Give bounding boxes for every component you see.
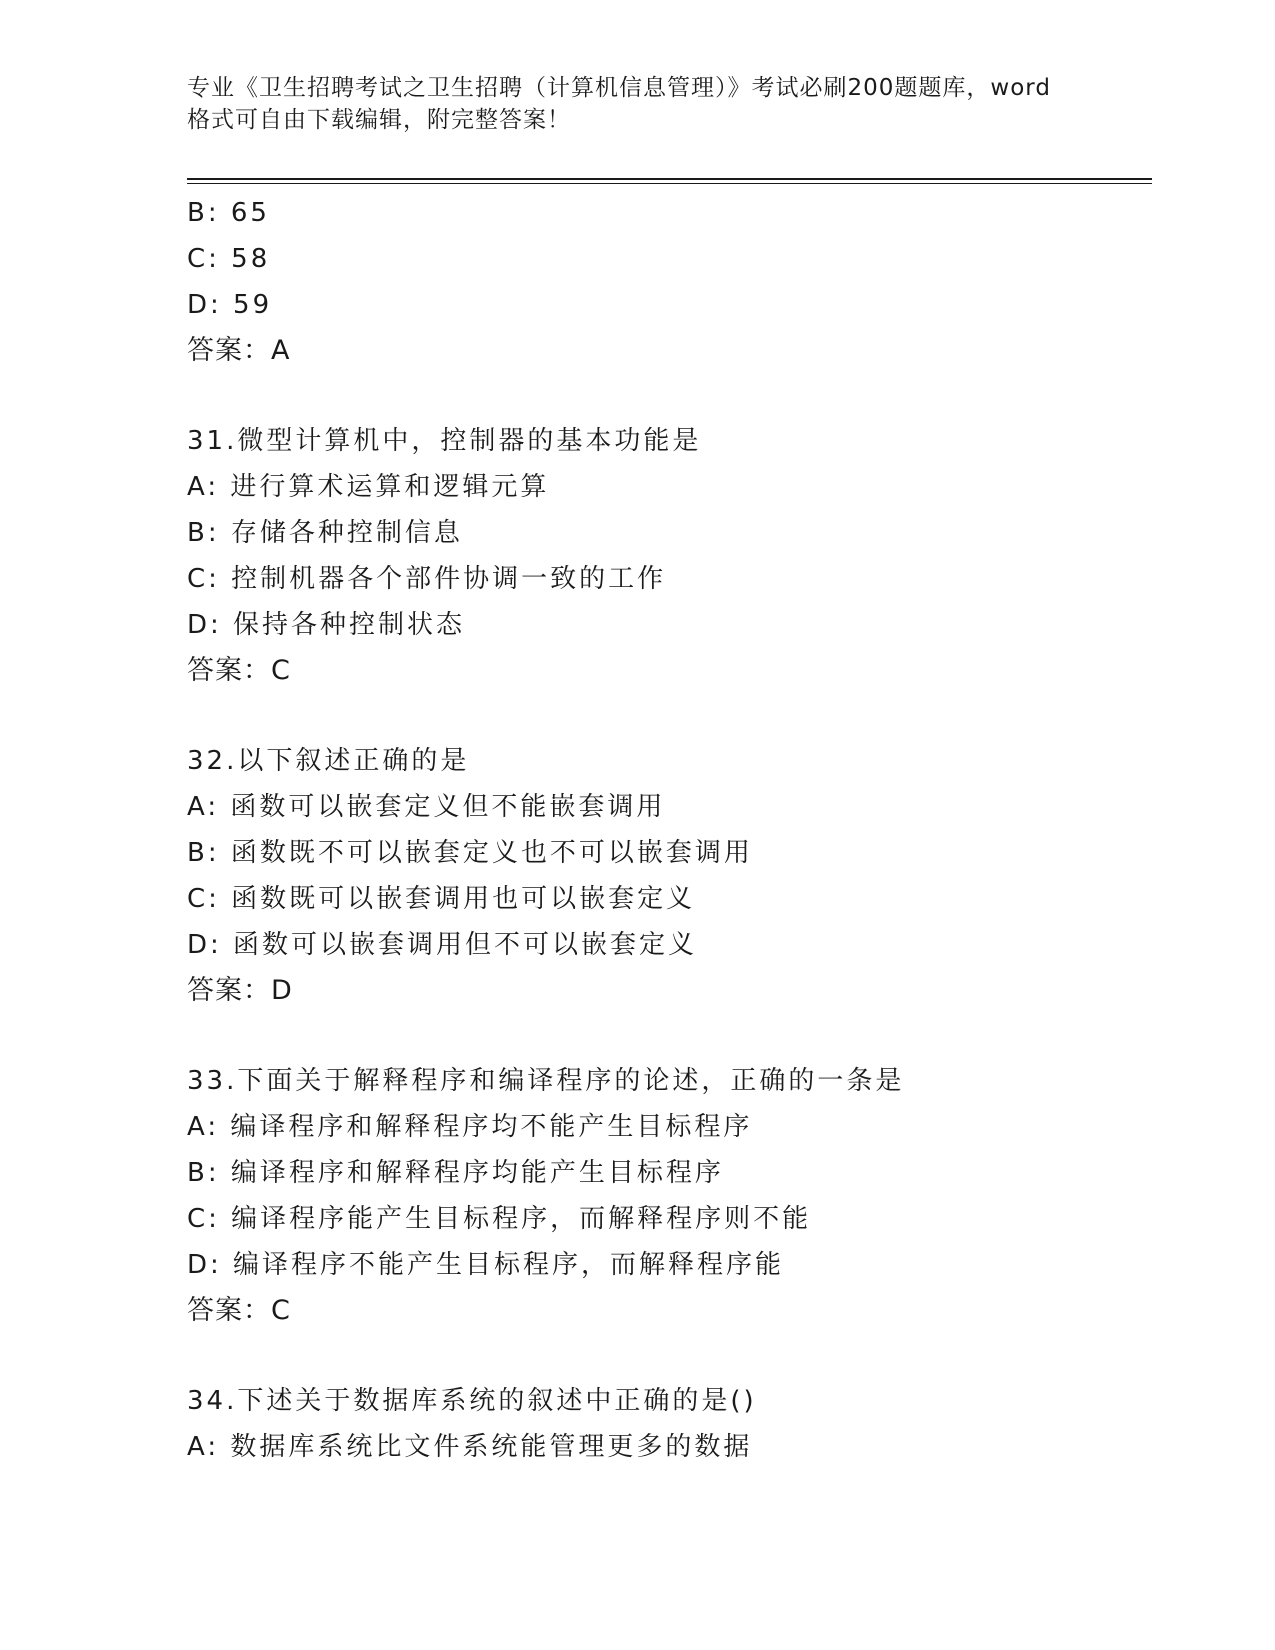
option-a: A: 函数可以嵌套定义但不能嵌套调用 — [187, 792, 666, 822]
header-divider-thick — [187, 178, 1152, 180]
option-b: B: 存储各种控制信息 — [187, 518, 463, 548]
option-c: C: 函数既可以嵌套调用也可以嵌套定义 — [187, 884, 696, 914]
option-d: D: 函数可以嵌套调用但不可以嵌套定义 — [187, 930, 698, 960]
option-a: A: 数据库系统比文件系统能管理更多的数据 — [187, 1432, 753, 1462]
spacer — [187, 1014, 1152, 1058]
option-a: A: 编译程序和解释程序均不能产生目标程序 — [187, 1112, 753, 1142]
document-header — [187, 72, 1087, 136]
header-line-1: 专业《卫生招聘考试之卫生招聘（计算机信息管理）》考试必刷200题题库，word — [187, 75, 1051, 101]
spacer — [187, 694, 1152, 738]
question-title: 31.微型计算机中，控制器的基本功能是 — [187, 426, 702, 456]
question-title: 32.以下叙述正确的是 — [187, 746, 470, 776]
option-c: C: 控制机器各个部件协调一致的工作 — [187, 564, 667, 594]
option-b: B: 编译程序和解释程序均能产生目标程序 — [187, 1158, 724, 1188]
answer-line: 答案：C — [187, 1295, 291, 1326]
question-33 — [187, 1058, 1152, 1334]
option-b: B: 函数既不可以嵌套定义也不可以嵌套调用 — [187, 838, 753, 868]
question-32 — [187, 738, 1152, 1014]
option-c: C: 编译程序能产生目标程序，而解释程序则不能 — [187, 1204, 812, 1234]
header-line-2: 格式可自由下载编辑，附完整答案！ — [187, 107, 571, 133]
question-content — [187, 190, 1152, 1470]
spacer — [187, 374, 1152, 418]
option-c: C: 58 — [187, 244, 271, 274]
option-b: B: 65 — [187, 198, 270, 228]
option-d: D: 编译程序不能产生目标程序，而解释程序能 — [187, 1250, 785, 1280]
question-30-tail — [187, 190, 1152, 374]
question-title: 34.下述关于数据库系统的叙述中正确的是() — [187, 1386, 757, 1416]
answer-line: 答案：D — [187, 975, 293, 1006]
answer-line: 答案：C — [187, 655, 291, 686]
option-a: A: 进行算术运算和逻辑元算 — [187, 472, 550, 502]
question-title: 33.下面关于解释程序和编译程序的论述，正确的一条是 — [187, 1066, 905, 1096]
header-divider-thin — [187, 183, 1152, 184]
question-34 — [187, 1378, 1152, 1470]
option-d: D: 59 — [187, 290, 273, 320]
option-d: D: 保持各种控制状态 — [187, 610, 466, 640]
answer-line: 答案：A — [187, 335, 291, 366]
question-31 — [187, 418, 1152, 694]
spacer — [187, 1334, 1152, 1378]
